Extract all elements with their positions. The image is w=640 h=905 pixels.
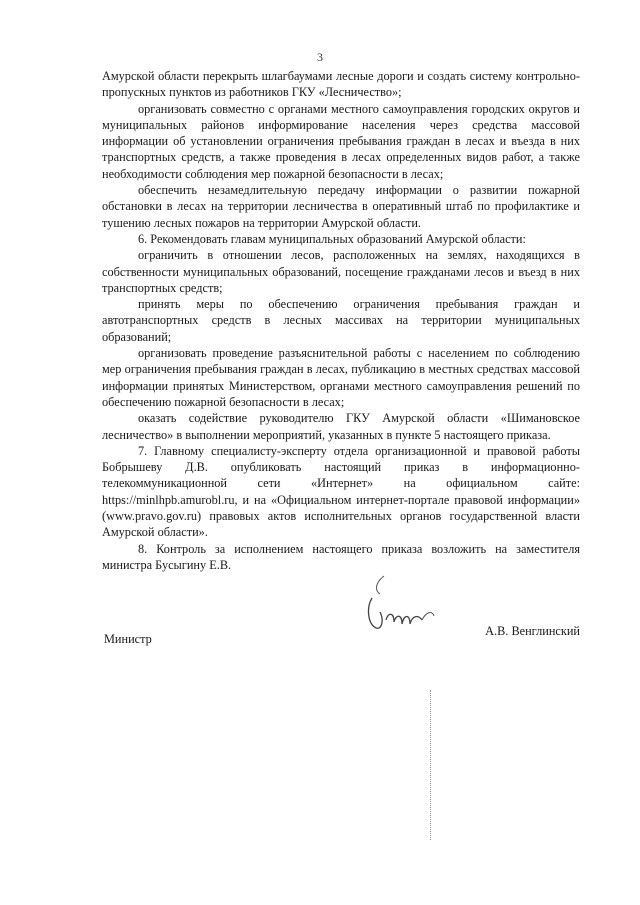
signatory-position: Министр — [104, 632, 152, 646]
paragraph: принять меры по обеспечению ограничения пребывания граждан и автотранспортных средств в лесных массивах на территории муниципальных образований; — [102, 297, 580, 344]
page-number: 3 — [317, 50, 323, 64]
scan-artifact — [430, 690, 432, 840]
signatory-name: А.В. Венглинский — [485, 624, 580, 638]
paragraph: организовать проведение разъяснительной работы с населением по соблюдению мер ограничения пребывания граждан в лесах, публикацию в местных средствах массовой информации принятых Министерством, органами местного самоуправления решений по обеспечению пожарной безопасности в лесах; — [102, 346, 580, 409]
paragraph: ограничить в отношении лесов, расположенных на землях, находящихся в собственности муниципальных образований, посещение гражданами лесов и въезд в них транспортных средств; — [102, 248, 580, 295]
paragraph: оказать содействие руководителю ГКУ Амурской области «Шимановское лесничество» в выполнении мероприятий, указанных в пункте 5 настоящего приказа. — [102, 411, 580, 442]
paragraph: 7. Главному специалисту-эксперту отдела организационной и правовой работы Бобрышеву Д.В. опубликовать настоящий приказ в информационно-телекоммуникационной сети «Интернет» на официальном сайте: https://minlhpb.amurobl.ru, и на «Официальном интернет-портале правовой информации» (www.pravo.gov.ru) правовых актов исполнительных органов государственной власти Амурской области». — [102, 443, 580, 540]
paragraph: обеспечить незамедлительную передачу информации о развитии пожарной обстановки в лесах на территории лесничества в оперативный штаб по профилактике и тушению лесных пожаров на территории Амурской области. — [102, 183, 580, 230]
paragraph: 8. Контроль за исполнением настоящего приказа возложить на заместителя министра Бусыгину Е.В. — [102, 541, 580, 572]
paragraph: организовать совместно с органами местного самоуправления городских округов и муниципальных районов информирование населения через средства массовой информации об установлении ограничения пребывания граждан в лесах и въезда в них транспортных средств, а также проведения в лесах определенных видов работ, а также необходимости соблюдения мер пожарной безопасности в лесах; — [102, 101, 580, 181]
handwritten-signature — [362, 568, 452, 648]
paragraph: Амурской области перекрыть шлагбаумами лесные дороги и создать систему контрольно-пропускных пунктов из работников ГКУ «Лесничество»; — [102, 69, 580, 100]
document-body — [102, 68, 580, 573]
signature-block — [104, 624, 580, 652]
paragraph: 6. Рекомендовать главам муниципальных образований Амурской области: — [138, 231, 526, 246]
